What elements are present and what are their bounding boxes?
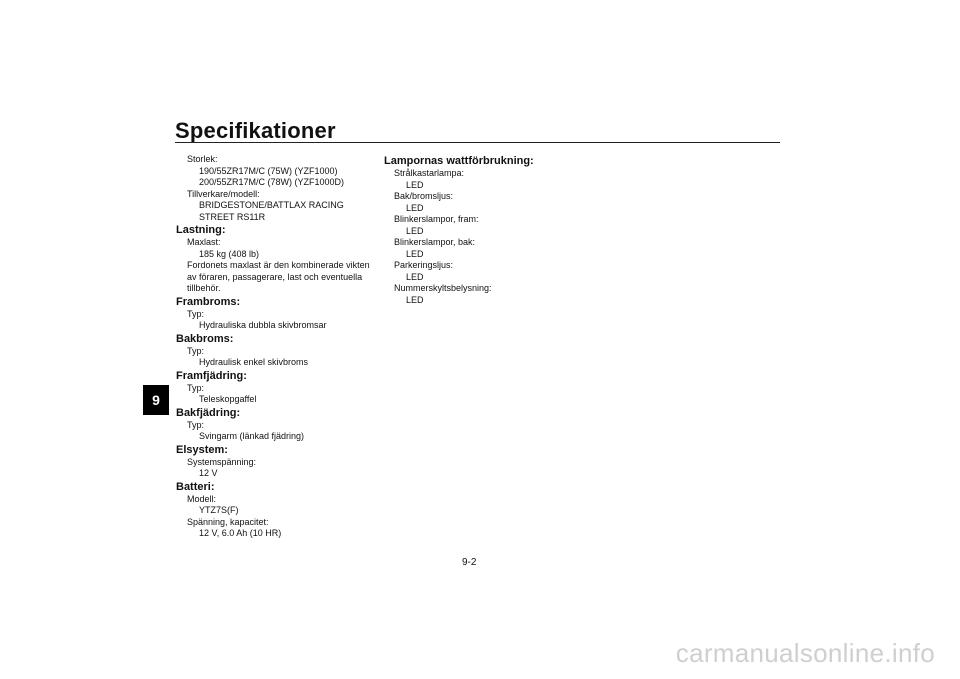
right-column: [384, 154, 584, 306]
system-voltage-label: Systemspänning:: [187, 456, 257, 467]
tail-brake-light-value: LED: [406, 202, 424, 213]
load-note-line: av föraren, passagerare, last och eventuella: [187, 271, 363, 282]
front-suspension-section: [176, 370, 376, 406]
tire-size-value: 200/55ZR17M/C (78W) (YZF1000D): [199, 177, 345, 187]
load-note-line: Fordonets maxlast är den kombinerade vikten: [187, 260, 370, 270]
license-plate-light-value: LED: [406, 294, 424, 305]
bulb-wattage-heading: Lampornas wattförbrukning:: [384, 155, 534, 167]
front-brake-heading: Frambroms:: [176, 295, 241, 308]
rear-suspension-type-value: Svingarm (länkad fjädring): [199, 431, 305, 441]
front-suspension-type-value: Teleskopgaffel: [199, 394, 257, 404]
parking-light-label: Parkeringsljus:: [394, 260, 454, 270]
rear-suspension-section: [176, 407, 376, 443]
page-number: 9-2: [462, 557, 477, 568]
parking-light-value: LED: [406, 271, 424, 282]
page-title: Specifikationer: [175, 118, 336, 143]
watermark: carmanualsonline.info: [675, 638, 935, 668]
rear-brake-type-value: Hydraulisk enkel skivbroms: [199, 357, 309, 367]
load-note-line: tillbehör.: [187, 283, 221, 293]
rear-suspension-type-label: Typ:: [187, 419, 205, 430]
license-plate-light-label: Nummerskyltsbelysning:: [394, 283, 492, 293]
battery-model-value: YTZ7S(F): [199, 505, 239, 515]
tire-size-value: 190/55ZR17M/C (75W) (YZF1000): [199, 165, 338, 176]
headlight-value: LED: [406, 179, 424, 190]
loading-heading: Lastning:: [176, 224, 226, 236]
tire-model-value: STREET RS11R: [199, 211, 266, 222]
front-turn-signal-label: Blinkerslampor, fram:: [394, 214, 479, 224]
rear-suspension-heading: Bakfjädring:: [176, 406, 241, 419]
battery-capacity-label: Spänning, kapacitet:: [187, 516, 269, 527]
battery-capacity-value: 12 V, 6.0 Ah (10 HR): [199, 528, 282, 538]
electrical-section: [176, 444, 376, 480]
rear-brake-section: [176, 333, 376, 369]
rear-turn-signal-label: Blinkerslampor, bak:: [394, 237, 476, 247]
tire-size-label: Storlek:: [187, 154, 218, 164]
electrical-heading: Elsystem:: [176, 443, 228, 456]
max-load-value: 185 kg (408 lb): [199, 248, 260, 259]
front-turn-signal-value: LED: [406, 225, 424, 236]
rear-turn-signal-value: LED: [406, 248, 424, 259]
title-divider: [175, 142, 780, 143]
battery-model-label: Modell:: [187, 493, 217, 504]
left-column: [176, 154, 376, 540]
rear-brake-heading: Bakbroms:: [176, 332, 234, 345]
loading-section: [176, 224, 376, 295]
rear-brake-type-label: Typ:: [187, 345, 205, 356]
tires-section: [176, 154, 376, 223]
tail-brake-light-label: Bak/bromsljus:: [394, 191, 454, 201]
front-brake-type-value: Hydrauliska dubbla skivbromsar: [199, 320, 327, 330]
headlight-label: Strålkastarlampa:: [394, 168, 465, 178]
battery-section: [176, 481, 376, 540]
system-voltage-value: 12 V: [199, 468, 218, 478]
chapter-tab: 9: [143, 385, 169, 415]
tire-model-label: Tillverkare/modell:: [187, 188, 260, 199]
max-load-label: Maxlast:: [187, 237, 221, 247]
battery-heading: Batteri:: [176, 480, 215, 493]
front-suspension-heading: Framfjädring:: [176, 369, 247, 382]
front-suspension-type-label: Typ:: [187, 382, 205, 393]
tire-model-value: BRIDGESTONE/BATTLAX RACING: [199, 200, 344, 210]
front-brake-section: [176, 296, 376, 332]
front-brake-type-label: Typ:: [187, 308, 205, 319]
